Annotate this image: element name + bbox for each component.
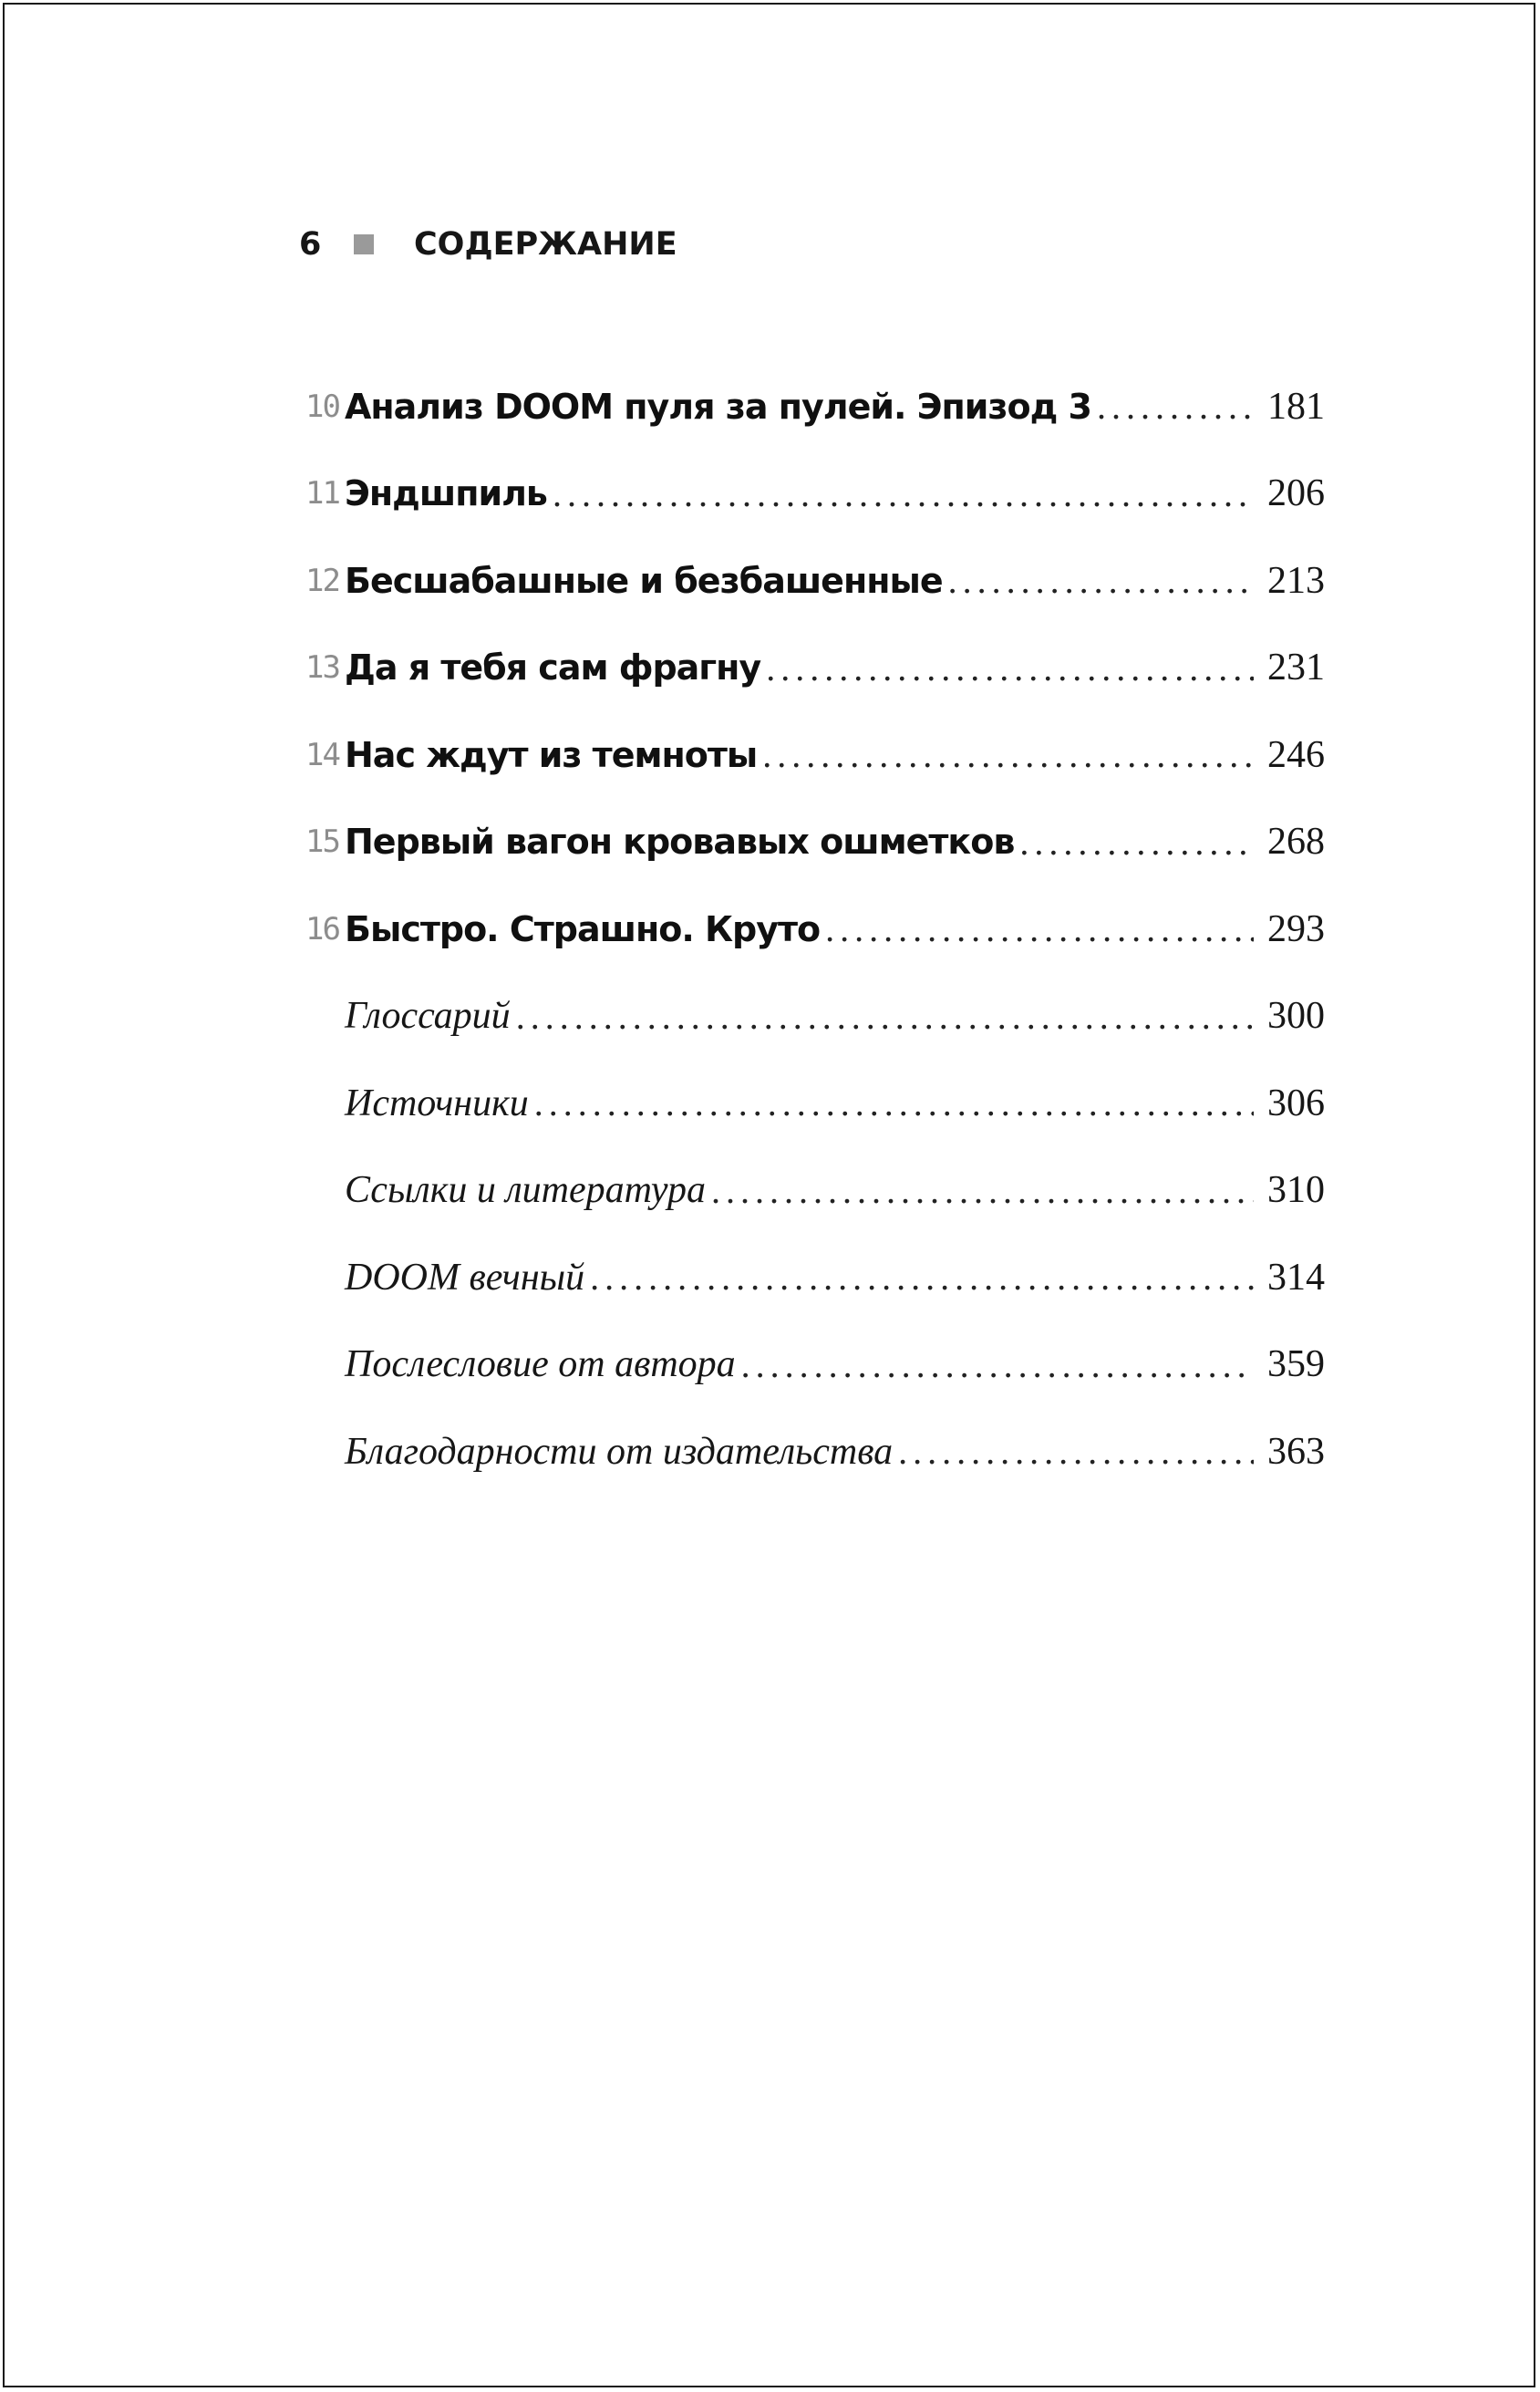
page-reference: 246 [1267, 733, 1325, 776]
chapter-number: 12 [305, 562, 339, 599]
dot-leader [529, 1082, 1254, 1124]
table-of-contents [299, 363, 1325, 1496]
dot-leader [547, 472, 1254, 515]
toc-entry-acknowledgements[interactable] [299, 1408, 1325, 1496]
chapter-number: 13 [305, 649, 339, 687]
dot-leader [1091, 385, 1254, 428]
toc-entry-sources[interactable] [299, 1060, 1325, 1147]
toc-entry-chapter-16[interactable] [299, 885, 1325, 973]
page-reference: 293 [1267, 907, 1325, 950]
toc-entry-chapter-15[interactable] [299, 799, 1325, 886]
toc-entry-doom-eternal[interactable] [299, 1234, 1325, 1321]
dot-leader [1014, 821, 1254, 864]
appendix-title: DOOM вечный [345, 1256, 585, 1299]
dot-leader [584, 1256, 1254, 1299]
appendix-title: Благодарности от издательства [345, 1430, 894, 1473]
chapter-title: Эндшпиль [345, 473, 547, 514]
square-bullet-icon [354, 234, 374, 254]
dot-leader [511, 995, 1254, 1038]
dot-leader [820, 907, 1254, 950]
toc-entry-chapter-12[interactable] [299, 537, 1325, 625]
page-reference: 231 [1267, 647, 1325, 689]
page-reference: 306 [1267, 1082, 1325, 1124]
dot-leader [943, 559, 1254, 602]
page-reference: 314 [1267, 1256, 1325, 1299]
page-reference: 268 [1267, 821, 1325, 864]
toc-entry-chapter-10[interactable] [299, 363, 1325, 450]
dot-leader [760, 647, 1254, 689]
chapter-title: Первый вагон кровавых ошметков [345, 822, 1015, 863]
toc-entry-references[interactable] [299, 1147, 1325, 1235]
appendix-title: Источники [345, 1082, 529, 1124]
chapter-number: 16 [305, 910, 339, 947]
toc-entry-afterword[interactable] [299, 1321, 1325, 1409]
dot-leader [736, 1343, 1254, 1386]
toc-entry-chapter-11[interactable] [299, 450, 1325, 538]
chapter-title: Бесшабашные и безбашенные [345, 560, 943, 601]
chapter-number: 15 [305, 823, 339, 861]
page-reference: 310 [1267, 1169, 1325, 1212]
appendix-title: Ссылки и литература [345, 1169, 707, 1212]
running-head [299, 217, 677, 272]
toc-entry-chapter-13[interactable] [299, 625, 1325, 712]
chapter-number: 11 [305, 475, 339, 513]
appendix-title: Послесловие от автора [345, 1343, 736, 1386]
chapter-title: Анализ DOOM пуля за пулей. Эпизод 3 [345, 386, 1091, 427]
dot-leader [893, 1430, 1254, 1473]
chapter-title: Да я тебя сам фрагну [345, 647, 761, 689]
toc-entry-chapter-14[interactable] [299, 711, 1325, 799]
page-reference: 359 [1267, 1343, 1325, 1386]
section-title: СОДЕРЖАНИЕ [414, 226, 677, 263]
dot-leader [706, 1169, 1254, 1212]
toc-entry-glossary[interactable] [299, 973, 1325, 1061]
page-reference: 363 [1267, 1430, 1325, 1473]
dot-leader [757, 733, 1254, 776]
page-reference: 213 [1267, 559, 1325, 602]
appendix-title: Глоссарий [345, 995, 511, 1038]
page-reference: 181 [1267, 385, 1325, 428]
chapter-title: Быстро. Страшно. Круто [345, 908, 821, 949]
page-number: 6 [299, 226, 322, 263]
chapter-number: 14 [305, 736, 339, 773]
chapter-number: 10 [305, 388, 339, 425]
chapter-title: Нас ждут из темноты [345, 734, 758, 775]
page-reference: 206 [1267, 472, 1325, 515]
page-reference: 300 [1267, 995, 1325, 1038]
